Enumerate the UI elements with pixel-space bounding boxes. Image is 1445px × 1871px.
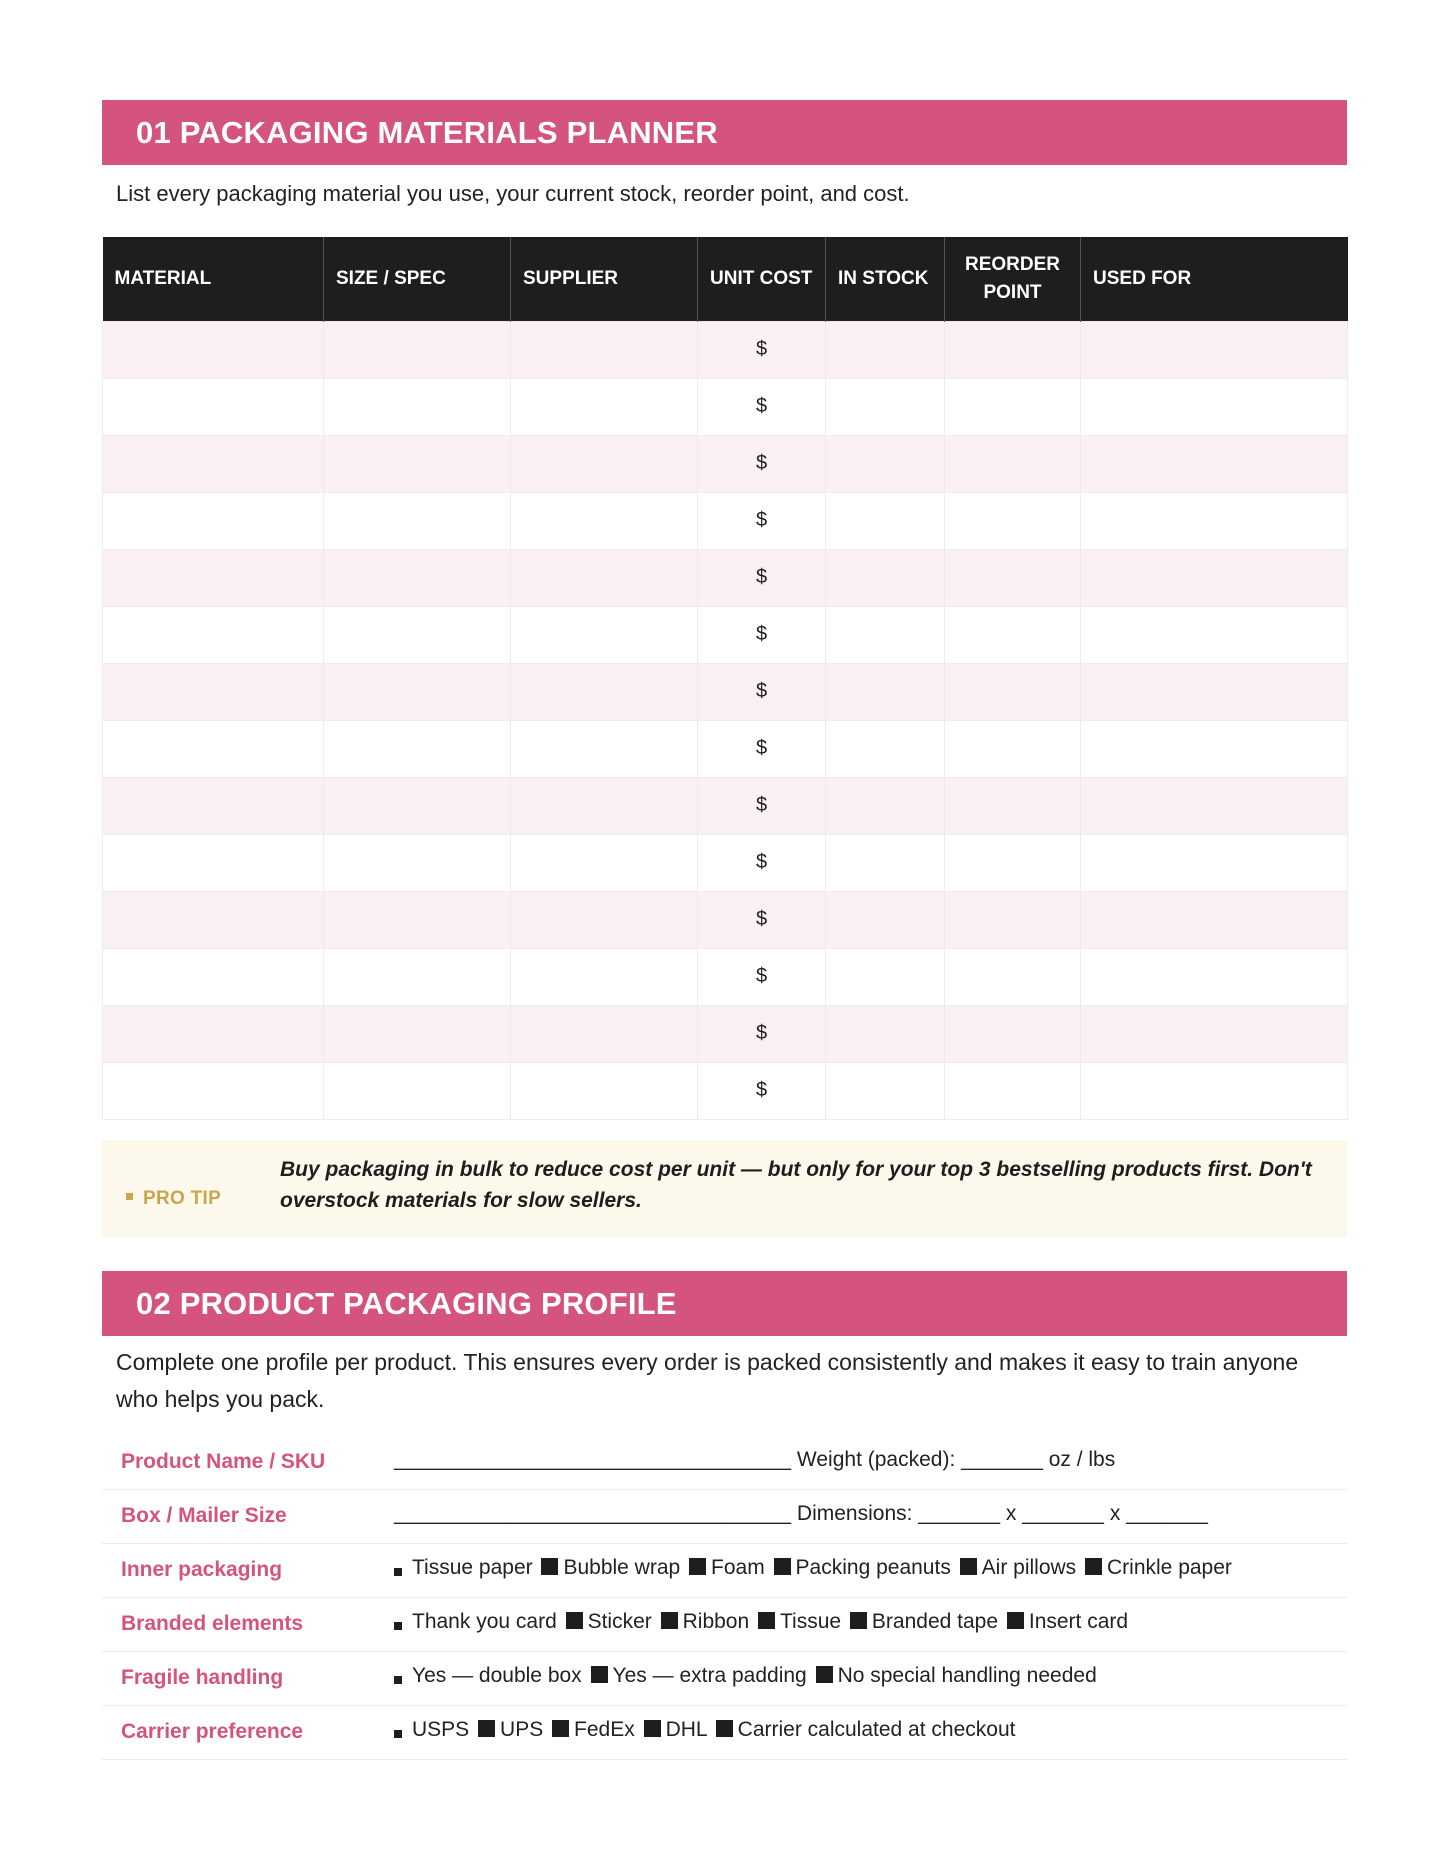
table-cell[interactable] bbox=[1081, 663, 1348, 720]
table-cell[interactable] bbox=[945, 663, 1081, 720]
table-cell[interactable] bbox=[103, 720, 324, 777]
option-label: Branded tape bbox=[871, 1609, 1004, 1633]
pro-tip-box bbox=[102, 1140, 1347, 1237]
checkbox-icon[interactable] bbox=[644, 1720, 661, 1737]
profile-value bbox=[394, 1556, 1232, 1580]
table-cell[interactable] bbox=[945, 378, 1081, 435]
table-cell[interactable] bbox=[1081, 606, 1348, 663]
option-label: Air pillows bbox=[981, 1555, 1083, 1579]
checkbox-icon[interactable] bbox=[591, 1666, 608, 1683]
table-cell[interactable] bbox=[1081, 777, 1348, 834]
table-cell[interactable] bbox=[1081, 834, 1348, 891]
table-cell[interactable] bbox=[1081, 549, 1348, 606]
table-cell[interactable] bbox=[324, 948, 511, 1005]
table-cell[interactable] bbox=[1081, 720, 1348, 777]
profile-label: Box / Mailer Size bbox=[121, 1503, 287, 1527]
table-cell[interactable] bbox=[826, 1062, 945, 1119]
materials-table bbox=[102, 237, 1348, 1120]
profile-row bbox=[102, 1598, 1347, 1652]
table-cell[interactable] bbox=[324, 1062, 511, 1119]
table-row bbox=[103, 834, 1348, 891]
table-cell[interactable]: $ bbox=[698, 663, 826, 720]
table-cell[interactable] bbox=[324, 606, 511, 663]
table-row bbox=[103, 606, 1348, 663]
table-cell[interactable]: $ bbox=[698, 435, 826, 492]
table-cell[interactable] bbox=[826, 948, 945, 1005]
table-cell[interactable] bbox=[511, 720, 698, 777]
materials-table-body bbox=[103, 321, 1348, 1119]
table-cell[interactable] bbox=[945, 606, 1081, 663]
profile-value bbox=[394, 1664, 1097, 1688]
table-row bbox=[103, 891, 1348, 948]
checkbox-icon[interactable] bbox=[394, 1622, 402, 1630]
table-cell[interactable] bbox=[103, 321, 324, 378]
table-cell[interactable] bbox=[945, 549, 1081, 606]
table-cell[interactable] bbox=[826, 321, 945, 378]
table-cell[interactable] bbox=[1081, 378, 1348, 435]
table-cell[interactable]: $ bbox=[698, 321, 826, 378]
option-label: Tissue paper bbox=[412, 1555, 539, 1579]
option-label: Insert card bbox=[1028, 1609, 1129, 1633]
table-row bbox=[103, 1005, 1348, 1062]
table-cell[interactable] bbox=[511, 777, 698, 834]
pro-tip-text: Buy packaging in bulk to reduce cost per unit — but only for your top 3 bestselling products first. Don't overstock materials for slow sellers. bbox=[280, 1157, 1312, 1212]
option-label: Carrier calculated at checkout bbox=[737, 1717, 1016, 1741]
table-cell[interactable] bbox=[826, 378, 945, 435]
profile-label: Fragile handling bbox=[121, 1665, 284, 1689]
table-row bbox=[103, 948, 1348, 1005]
table-cell[interactable] bbox=[103, 606, 324, 663]
table-cell[interactable] bbox=[826, 891, 945, 948]
pro-tip-label-text: PRO TIP bbox=[143, 1187, 222, 1209]
checkbox-icon[interactable] bbox=[689, 1558, 706, 1575]
profile-label: Inner packaging bbox=[121, 1557, 283, 1581]
checkbox-icon[interactable] bbox=[552, 1720, 569, 1737]
table-row bbox=[103, 378, 1348, 435]
pro-tip-label bbox=[126, 1188, 221, 1210]
table-cell[interactable] bbox=[324, 663, 511, 720]
checkbox-icon[interactable] bbox=[816, 1666, 833, 1683]
option-label: Sticker bbox=[587, 1609, 658, 1633]
section-header-materials: 01 PACKAGING MATERIALS PLANNER bbox=[102, 100, 1347, 165]
checkbox-icon[interactable] bbox=[478, 1720, 495, 1737]
square-bullet-icon bbox=[126, 1193, 133, 1200]
profile-row bbox=[102, 1436, 1347, 1490]
checkbox-icon[interactable] bbox=[1085, 1558, 1102, 1575]
profile-row bbox=[102, 1544, 1347, 1598]
table-cell[interactable] bbox=[511, 549, 698, 606]
table-cell[interactable] bbox=[511, 834, 698, 891]
table-cell[interactable]: $ bbox=[698, 777, 826, 834]
option-label: Crinkle paper bbox=[1107, 1555, 1232, 1579]
table-cell[interactable] bbox=[103, 891, 324, 948]
profile-label: Branded elements bbox=[121, 1611, 304, 1635]
table-row bbox=[103, 435, 1348, 492]
table-cell[interactable] bbox=[511, 606, 698, 663]
table-row bbox=[103, 663, 1348, 720]
table-cell[interactable] bbox=[945, 435, 1081, 492]
profile-row bbox=[102, 1706, 1347, 1760]
table-row bbox=[103, 777, 1348, 834]
checkbox-icon[interactable] bbox=[716, 1720, 733, 1737]
checkbox-icon[interactable] bbox=[850, 1612, 867, 1629]
table-cell[interactable] bbox=[826, 834, 945, 891]
checkbox-icon[interactable] bbox=[394, 1676, 402, 1684]
profile-form bbox=[102, 1436, 1347, 1760]
table-cell[interactable] bbox=[511, 492, 698, 549]
table-cell[interactable] bbox=[324, 777, 511, 834]
profile-value[interactable]: __________________________________ Weight (packed): _______ oz / lbs bbox=[394, 1447, 1116, 1471]
table-cell[interactable] bbox=[324, 1005, 511, 1062]
profile-value[interactable]: __________________________________ Dimensions: _______ x _______ x _______ bbox=[394, 1501, 1208, 1525]
checkbox-icon[interactable] bbox=[774, 1558, 791, 1575]
table-cell[interactable] bbox=[324, 435, 511, 492]
column-header: SUPPLIER bbox=[511, 237, 698, 321]
table-cell[interactable]: $ bbox=[698, 1062, 826, 1119]
table-cell[interactable] bbox=[324, 720, 511, 777]
column-header: MATERIAL bbox=[103, 237, 324, 321]
table-row bbox=[103, 1062, 1348, 1119]
table-cell[interactable] bbox=[103, 834, 324, 891]
table-cell[interactable] bbox=[103, 435, 324, 492]
table-cell[interactable] bbox=[1081, 1005, 1348, 1062]
table-cell[interactable] bbox=[1081, 891, 1348, 948]
column-header: REORDER POINT bbox=[945, 237, 1081, 321]
table-cell[interactable] bbox=[324, 378, 511, 435]
table-cell[interactable] bbox=[826, 606, 945, 663]
checkbox-icon[interactable] bbox=[1007, 1612, 1024, 1629]
table-cell[interactable] bbox=[324, 549, 511, 606]
table-cell[interactable] bbox=[1081, 435, 1348, 492]
table-cell[interactable] bbox=[511, 378, 698, 435]
table-cell[interactable]: $ bbox=[698, 606, 826, 663]
table-cell[interactable] bbox=[511, 321, 698, 378]
option-label: Foam bbox=[711, 1555, 771, 1579]
profile-label: Product Name / SKU bbox=[121, 1449, 326, 1473]
table-row bbox=[103, 321, 1348, 378]
checkbox-icon[interactable] bbox=[394, 1568, 402, 1576]
table-row bbox=[103, 549, 1348, 606]
checkbox-icon[interactable] bbox=[541, 1558, 558, 1575]
option-label: USPS bbox=[412, 1717, 476, 1741]
profile-row bbox=[102, 1490, 1347, 1544]
section-header-profile: 02 PRODUCT PACKAGING PROFILE bbox=[102, 1271, 1347, 1336]
table-cell[interactable] bbox=[103, 549, 324, 606]
table-cell[interactable] bbox=[324, 492, 511, 549]
table-cell[interactable] bbox=[945, 492, 1081, 549]
option-label: UPS bbox=[500, 1717, 550, 1741]
table-cell[interactable] bbox=[826, 777, 945, 834]
column-header: IN STOCK bbox=[826, 237, 945, 321]
column-header: USED FOR bbox=[1081, 237, 1348, 321]
profile-label: Carrier preference bbox=[121, 1719, 304, 1743]
profile-row bbox=[102, 1652, 1347, 1706]
checkbox-icon[interactable] bbox=[394, 1730, 402, 1738]
table-cell[interactable]: $ bbox=[698, 549, 826, 606]
option-label: Bubble wrap bbox=[563, 1555, 687, 1579]
table-cell[interactable] bbox=[945, 1005, 1081, 1062]
table-cell[interactable] bbox=[945, 777, 1081, 834]
table-cell[interactable] bbox=[945, 891, 1081, 948]
table-cell[interactable] bbox=[103, 948, 324, 1005]
table-cell[interactable] bbox=[945, 720, 1081, 777]
table-cell[interactable] bbox=[103, 378, 324, 435]
table-cell[interactable]: $ bbox=[698, 492, 826, 549]
table-cell[interactable] bbox=[511, 663, 698, 720]
table-cell[interactable] bbox=[945, 321, 1081, 378]
option-label: No special handling needed bbox=[837, 1663, 1097, 1687]
table-cell[interactable] bbox=[103, 663, 324, 720]
table-cell[interactable] bbox=[826, 549, 945, 606]
table-cell[interactable] bbox=[826, 720, 945, 777]
table-cell[interactable] bbox=[103, 1062, 324, 1119]
checkbox-icon[interactable] bbox=[960, 1558, 977, 1575]
table-row bbox=[103, 720, 1348, 777]
checkbox-icon[interactable] bbox=[758, 1612, 775, 1629]
table-cell[interactable] bbox=[511, 1062, 698, 1119]
table-cell[interactable] bbox=[945, 1062, 1081, 1119]
profile-value bbox=[394, 1718, 1015, 1742]
table-cell[interactable] bbox=[826, 663, 945, 720]
profile-value bbox=[394, 1610, 1128, 1634]
table-cell[interactable] bbox=[945, 834, 1081, 891]
column-header: UNIT COST bbox=[698, 237, 826, 321]
table-cell[interactable]: $ bbox=[698, 378, 826, 435]
option-label: Ribbon bbox=[682, 1609, 755, 1633]
table-cell[interactable] bbox=[103, 777, 324, 834]
table-cell[interactable] bbox=[945, 948, 1081, 1005]
table-cell[interactable] bbox=[1081, 321, 1348, 378]
table-cell[interactable] bbox=[324, 321, 511, 378]
table-cell[interactable] bbox=[511, 891, 698, 948]
section-intro: List every packaging material you use, your current stock, reorder point, and cost. bbox=[116, 181, 910, 206]
option-label: Thank you card bbox=[412, 1609, 563, 1633]
option-label: Yes — double box bbox=[412, 1663, 588, 1687]
checkbox-icon[interactable] bbox=[566, 1612, 583, 1629]
table-cell[interactable] bbox=[826, 492, 945, 549]
table-cell[interactable] bbox=[511, 948, 698, 1005]
table-cell[interactable] bbox=[324, 834, 511, 891]
table-cell[interactable] bbox=[1081, 948, 1348, 1005]
table-cell[interactable] bbox=[324, 891, 511, 948]
table-cell[interactable] bbox=[826, 435, 945, 492]
table-cell[interactable] bbox=[511, 435, 698, 492]
page bbox=[102, 100, 1347, 1760]
table-cell[interactable]: $ bbox=[698, 834, 826, 891]
column-header: SIZE / SPEC bbox=[324, 237, 511, 321]
table-cell[interactable] bbox=[1081, 1062, 1348, 1119]
table-cell[interactable] bbox=[103, 492, 324, 549]
option-label: FedEx bbox=[574, 1717, 641, 1741]
option-label: Yes — extra padding bbox=[612, 1663, 813, 1687]
table-cell[interactable] bbox=[103, 1005, 324, 1062]
table-header-row bbox=[103, 237, 1348, 321]
section-intro: Complete one profile per product. This ensures every order is packed consistently and makes it easy to train anyone who helps you pack. bbox=[116, 1348, 1299, 1412]
table-cell[interactable]: $ bbox=[698, 948, 826, 1005]
table-row bbox=[103, 492, 1348, 549]
table-cell[interactable]: $ bbox=[698, 891, 826, 948]
option-label: Packing peanuts bbox=[795, 1555, 957, 1579]
table-cell[interactable] bbox=[826, 1005, 945, 1062]
option-label: Tissue bbox=[780, 1609, 847, 1633]
table-cell[interactable]: $ bbox=[698, 1005, 826, 1062]
table-cell[interactable]: $ bbox=[698, 720, 826, 777]
table-cell[interactable] bbox=[1081, 492, 1348, 549]
option-label: DHL bbox=[665, 1717, 713, 1741]
checkbox-icon[interactable] bbox=[661, 1612, 678, 1629]
table-cell[interactable] bbox=[511, 1005, 698, 1062]
